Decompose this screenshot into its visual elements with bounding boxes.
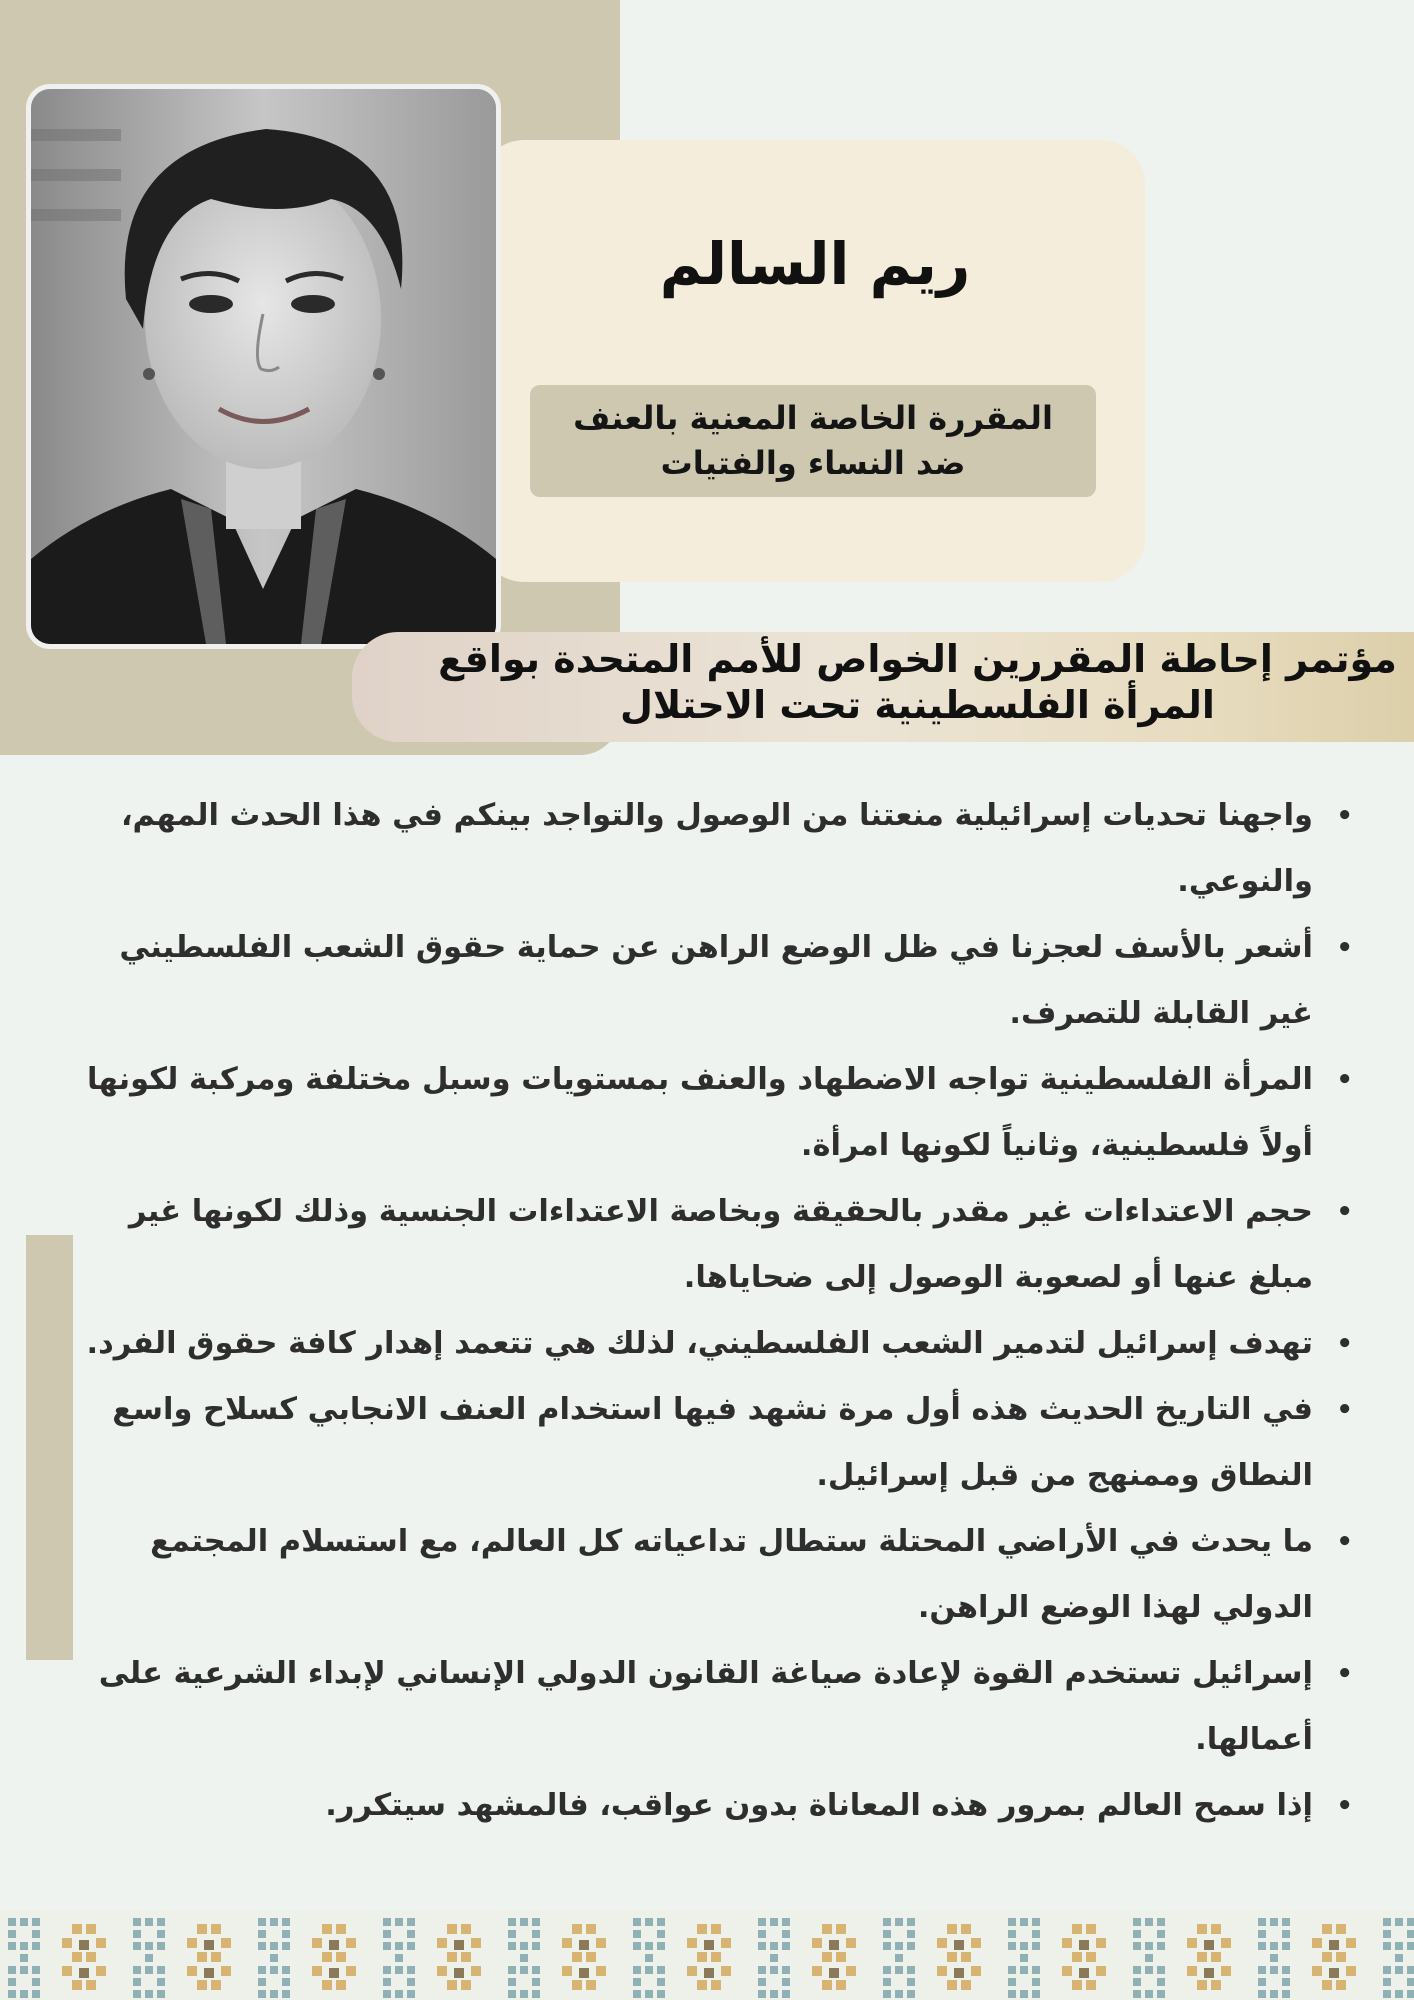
list-item: • في التاريخ الحديث هذه أول مرة نشهد فيها استخدام العنف الانجابي كسلاح واسع النطاق وممنهج من قبل إسرائيل. xyxy=(85,1377,1313,1509)
list-item: • المرأة الفلسطينية تواجه الاضطهاد والعنف بمستويات وسبل مختلفة ومركبة لكونها أولاً فلسطينية، وثانياً لكونها امرأة. xyxy=(85,1047,1313,1179)
name-card xyxy=(480,140,1145,582)
list-item: • أشعر بالأسف لعجزنا في ظل الوضع الراهن عن حماية حقوق الشعب الفلسطيني غير القابلة للتصرف. xyxy=(85,915,1313,1047)
event-title: مؤتمر إحاطة المقررين الخواص للأمم المتحدة بواقع المرأة الفلسطينية تحت الاحتلال xyxy=(438,637,1397,728)
list-item: • ما يحدث في الأراضي المحتلة ستطال تداعياته كل العالم، مع استسلام المجتمع الدولي لهذا الوضع الراهن. xyxy=(85,1509,1313,1641)
list-item: • تهدف إسرائيل لتدمير الشعب الفلسطيني، لذلك هي تتعمد إهدار كافة حقوق الفرد. xyxy=(85,1311,1313,1377)
profile-photo xyxy=(26,84,501,649)
side-accent-bar xyxy=(26,1235,73,1660)
list-item: • إسرائيل تستخدم القوة لإعادة صياغة القانون الدولي الإنساني لإبداء الشرعية على أعمالها. xyxy=(85,1641,1313,1773)
list-item: • حجم الاعتداءات غير مقدر بالحقيقة وبخاصة الاعتداءات الجنسية وذلك لكونها غير مبلغ عنها أو لصعوبة الوصول إلى ضحاياها. xyxy=(85,1179,1313,1311)
list-item: • واجهنا تحديات إسرائيلية منعتنا من الوصول والتواجد بينكم في هذا الحدث المهم، والنوعي. xyxy=(85,783,1313,915)
list-item: • إذا سمح العالم بمرور هذه المعاناة بدون عواقب، فالمشهد سيتكرر. xyxy=(85,1773,1313,1839)
key-points-list xyxy=(85,783,1353,1839)
role-badge: المقررة الخاصة المعنية بالعنف ضد النساء والفتيات xyxy=(530,385,1096,497)
person-name: ريم السالم xyxy=(659,230,971,298)
embroidery-pattern xyxy=(0,1910,1414,2000)
